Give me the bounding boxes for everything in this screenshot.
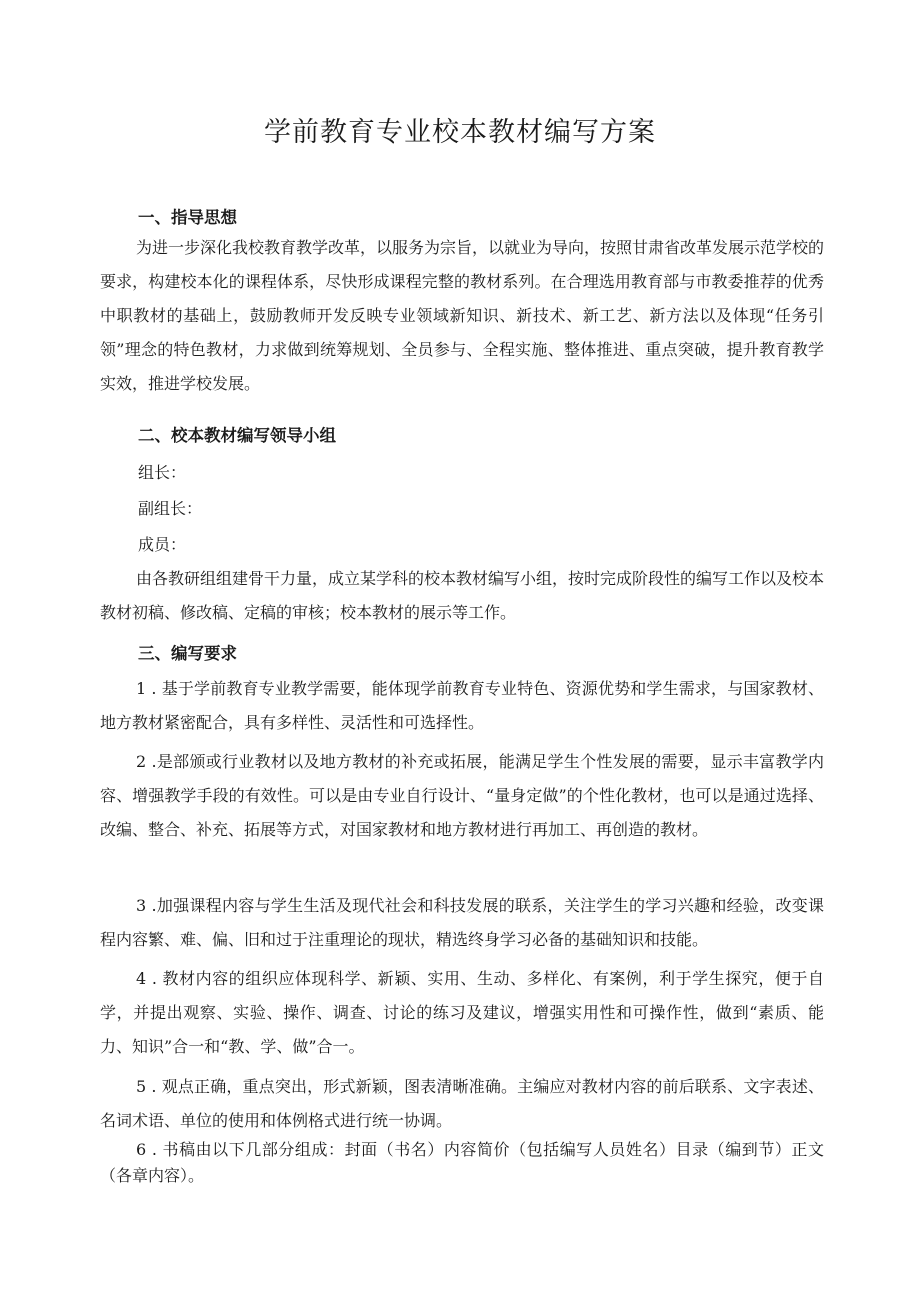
requirement-item-3: 3 .加强课程内容与学生生活及现代社会和科技发展的联系，关注学生的学习兴趣和经验，改变课程内容繁、难、偏、旧和过于注重理论的现状，精选终身学习必备的基础知识和技能。 (100, 896, 824, 949)
requirement-item-4: 4 . 教材内容的组织应体现科学、新颖、实用、生动、多样化、有案例，利于学生探究，便于自学，并提出观察、实验、操作、调查、讨论的练习及建议，增强实用性和可操作性，做到“素质、能力、知识”合一和“教、学、做”合一。 (100, 969, 824, 1056)
group-leader-line: 组长： (138, 463, 187, 482)
section-2-heading: 二、校本教材编写领导小组 (138, 426, 336, 445)
requirement-item-2: 2 .是部颁或行业教材以及地方教材的补充或拓展，能满足学生个性发展的需要，显示丰富教学内容、增强教学手段的有效性。可以是由专业自行设计、“量身定做”的个性化教材，也可以是通过选择、改编、整合、补充、拓展等方式，对国家教材和地方教材进行再加工、再创造的教材。 (100, 752, 824, 839)
document-title: 学前教育专业校本教材编写方案 (264, 117, 656, 148)
requirement-item-5: 5 . 观点正确，重点突出，形式新颖，图表清晰准确。主编应对教材内容的前后联系、文字表述、名词术语、单位的使用和体例格式进行统一协调。 (100, 1077, 824, 1130)
section-3-heading: 三、编写要求 (138, 644, 237, 663)
section-2-body: 由各教研组组建骨干力量，成立某学科的校本教材编写小组，按时完成阶段性的编写工作以及校本教材初稿、修改稿、定稿的审核；校本教材的展示等工作。 (100, 569, 825, 622)
section-1-heading: 一、指导思想 (138, 208, 237, 227)
members-line: 成员： (138, 535, 187, 554)
section-1-body: 为进一步深化我校教育教学改革，以服务为宗旨，以就业为导向，按照甘肃省改革发展示范学校的要求，构建校本化的课程体系，尽快形成课程完整的教材系列。在合理选用教育部与市教委推荐的优秀中职教材的基础上，鼓励教师开发反映专业领域新知识、新技术、新工艺、新方法以及体现“任务引领”理念的特色教材，力求做到统筹规划、全员参与、全程实施、整体推进、重点突破，提升教育教学实效，推进学校发展。 (100, 238, 825, 393)
requirement-item-6: 6 . 书稿由以下几部分组成：封面（书名）内容简价（包括编写人员姓名）目录（编到节）正文（各章内容）。 (100, 1140, 824, 1185)
vice-leader-line: 副组长： (138, 499, 203, 518)
requirement-item-1: 1 . 基于学前教育专业教学需要，能体现学前教育专业特色、资源优势和学生需求，与国家教材、地方教材紧密配合，具有多样性、灵活性和可选择性。 (100, 679, 824, 732)
